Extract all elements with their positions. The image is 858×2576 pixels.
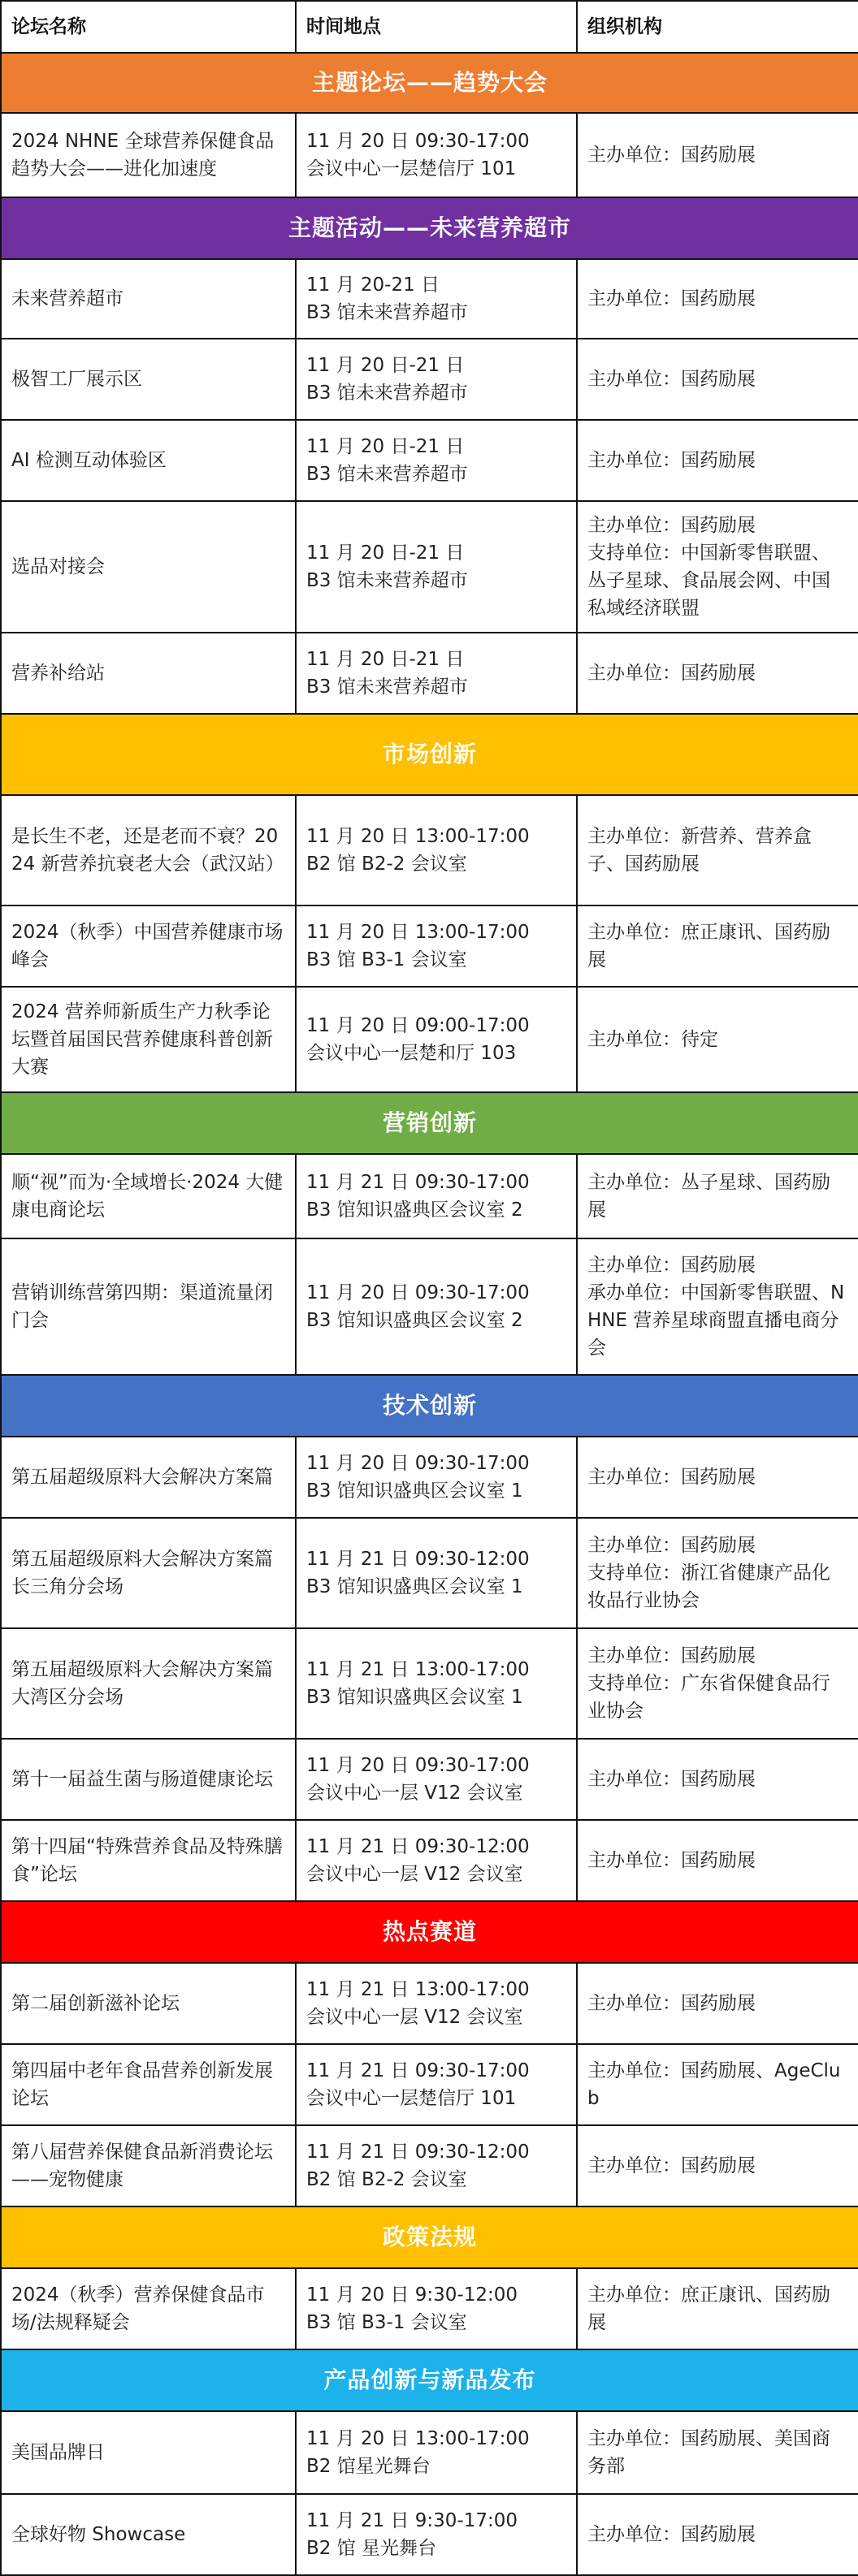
time-place-cell [296,259,577,339]
organizer-cell [577,1820,858,1901]
table-row [1,987,858,1092]
organizer-cell [577,420,858,501]
time-place-cell [296,2411,577,2494]
organizer-line: 主办单位：庶正康讯、国药励展 [587,922,830,970]
organizer-line: 主办单位：国药励展 [587,663,756,684]
organizer-line: 主办单位：国药励展 [587,1645,756,1666]
table-row [1,795,858,905]
event-time: 11 月 20 日 09:00-17:00 [306,1015,530,1036]
organizer-cell [577,905,858,987]
schedule-body [1,53,858,2575]
event-place: 会议中心一层楚和厅 103 [306,1043,517,1064]
event-place: 会议中心一层 V12 会议室 [306,1783,523,1804]
organizer-line: 主办单位：国药励展 [587,1769,756,1790]
organizer-cell [577,987,858,1092]
section-title: 热点赛道 [1,1901,858,1963]
event-time: 11 月 21 日 09:30-12:00 [306,1549,530,1570]
time-place-cell [296,2268,577,2349]
organizer-line: 承办单位：中国新零售联盟、NHNE 营养星球商盟直播电商分会 [587,1282,845,1359]
forum-name-cell: 第十四届“特殊营养食品及特殊膳食”论坛 [1,1820,296,1901]
forum-name-cell: 未来营养超市 [1,259,296,339]
event-place: B3 馆知识盛典区会议室 2 [306,1199,523,1221]
event-time: 11 月 21 日 13:00-17:00 [306,1979,530,2000]
section-header-row [1,197,858,259]
forum-name-cell: 第十一届益生菌与肠道健康论坛 [1,1739,296,1820]
event-time: 11 月 20 日 09:30-17:00 [306,1282,530,1303]
organizer-line: 主办单位：国药励展 [587,145,756,166]
event-place: 会议中心一层 V12 会议室 [306,1864,523,1885]
event-place: B3 馆知识盛典区会议室 1 [306,1576,523,1597]
event-time: 11 月 20 日 09:30-17:00 [306,131,530,152]
event-time: 11 月 21 日 09:30-17:00 [306,1172,530,1193]
section-title: 市场创新 [1,714,858,795]
table-row [1,1437,858,1518]
organizer-line: 主办单位：国药励展 [587,1850,756,1871]
event-place: B2 馆星光舞台 [306,2456,431,2477]
organizer-cell [577,501,858,633]
event-time: 11 月 21 日 09:30-12:00 [306,1836,530,1857]
organizer-cell [577,1518,858,1628]
time-place-cell [296,795,577,905]
table-row [1,1238,858,1375]
time-place-cell [296,339,577,420]
section-header-row [1,53,858,113]
section-title: 产品创新与新品发布 [1,2349,858,2411]
section-title: 营销创新 [1,1092,858,1154]
event-place: 会议中心一层 V12 会议室 [306,2007,523,2028]
event-place: B3 馆未来营养超市 [306,302,468,323]
event-time: 11 月 20-21 日 [306,274,440,296]
organizer-line: 主办单位：国药励展 [587,1255,756,1276]
event-time: 11 月 20 日 09:30-17:00 [306,1755,530,1776]
table-row [1,2411,858,2494]
time-place-cell [296,2044,577,2125]
forum-name-cell: 2024 营养师新质生产力秋季论坛暨首届国民营养健康科普创新大赛 [1,987,296,1092]
table-row [1,2125,858,2206]
table-row [1,633,858,714]
time-place-cell [296,113,577,197]
table-row [1,339,858,420]
forum-name-cell: 顺“视”而为·全域增长·2024 大健康电商论坛 [1,1154,296,1238]
table-row [1,420,858,501]
table-row [1,905,858,987]
organizer-line: 主办单位：国药励展、AgeClub [587,2060,841,2109]
time-place-cell [296,2494,577,2575]
organizer-line: 主办单位：国药励展 [587,1535,756,1556]
forum-name-cell: 选品对接会 [1,501,296,633]
forum-name-cell: 2024（秋季）营养保健食品市场/法规释疑会 [1,2268,296,2349]
section-header-row [1,1092,858,1154]
forum-name-cell: 是长生不老，还是老而不衰？2024 新营养抗衰老大会（武汉站） [1,795,296,905]
time-place-cell [296,1238,577,1375]
forum-name-cell: 营养补给站 [1,633,296,714]
forum-name-cell: 2024（秋季）中国营养健康市场峰会 [1,905,296,987]
organizer-cell [577,795,858,905]
event-time: 11 月 21 日 09:30-12:00 [306,2142,530,2163]
organizer-line: 主办单位：国药励展 [587,1993,756,2014]
organizer-cell [577,113,858,197]
organizer-cell [577,1238,858,1375]
table-row [1,1628,858,1739]
organizer-cell [577,2125,858,2206]
forum-name-cell: 2024 NHNE 全球营养保健食品趋势大会——进化加速度 [1,113,296,197]
forum-name-cell: 全球好物 Showcase [1,2494,296,2575]
time-place-cell [296,420,577,501]
event-place: 会议中心一层楚信厅 101 [306,2088,517,2109]
organizer-line: 支持单位：中国新零售联盟、丛子星球、食品展会网、中国私域经济联盟 [587,542,830,619]
event-time: 11 月 20 日 9:30-12:00 [306,2284,518,2306]
section-title: 主题论坛——趋势大会 [1,53,858,113]
table-row [1,2044,858,2125]
time-place-cell [296,1154,577,1238]
table-row [1,259,858,339]
table-row [1,1154,858,1238]
time-place-cell [296,2125,577,2206]
organizer-line: 主办单位：待定 [587,1029,718,1050]
organizer-cell [577,2044,858,2125]
forum-name-cell: AI 检测互动体验区 [1,420,296,501]
event-place: B3 馆未来营养超市 [306,383,468,404]
organizer-cell [577,2494,858,2575]
time-place-cell [296,905,577,987]
event-time: 11 月 21 日 09:30-17:00 [306,2060,530,2081]
table-row [1,1820,858,1901]
table-row [1,113,858,197]
organizer-line: 主办单位：国药励展 [587,288,756,309]
event-time: 11 月 21 日 9:30-17:00 [306,2510,518,2531]
event-time: 11 月 20 日 13:00-17:00 [306,922,530,943]
event-place: B3 馆知识盛典区会议室 1 [306,1480,523,1502]
header-row [1,1,858,53]
organizer-cell [577,2411,858,2494]
section-title: 技术创新 [1,1375,858,1437]
table-row [1,1518,858,1628]
organizer-cell [577,1154,858,1238]
forum-name-cell: 营销训练营第四期：渠道流量闭门会 [1,1238,296,1375]
time-place-cell [296,1628,577,1739]
forum-name-cell: 第五届超级原料大会解决方案篇大湾区分会场 [1,1628,296,1739]
organizer-cell [577,1963,858,2044]
forum-name-cell: 美国品牌日 [1,2411,296,2494]
organizer-line: 主办单位：丛子星球、国药励展 [587,1172,830,1221]
organizer-line: 主办单位：国药励展 [587,369,756,390]
organizer-cell [577,633,858,714]
organizer-cell [577,1628,858,1739]
section-title: 主题活动——未来营养超市 [1,197,858,259]
table-row [1,501,858,633]
table-row [1,2494,858,2575]
organizer-line: 支持单位：浙江省健康产品化妆品行业协会 [587,1562,830,1611]
section-header-row [1,1375,858,1437]
event-time: 11 月 20 日 13:00-17:00 [306,2428,530,2449]
event-place: B2 馆 B2-2 会议室 [306,854,467,875]
event-place: B2 馆 B2-2 会议室 [306,2169,467,2190]
organizer-line: 主办单位：国药励展 [587,2524,756,2545]
time-place-cell [296,1820,577,1901]
event-time: 11 月 20 日 13:00-17:00 [306,826,530,847]
event-place: B3 馆未来营养超市 [306,676,468,698]
forum-name-cell: 极智工厂展示区 [1,339,296,420]
organizer-cell [577,1437,858,1518]
time-place-cell [296,1963,577,2044]
forum-name-cell: 第二届创新滋补论坛 [1,1963,296,2044]
organizer-line: 主办单位：新营养、营养盒子、国药励展 [587,826,812,875]
event-time: 11 月 20 日-21 日 [306,542,465,564]
event-place: B2 馆 星光舞台 [306,2538,437,2559]
time-place-cell [296,633,577,714]
section-header-row [1,2206,858,2268]
time-place-cell [296,987,577,1092]
time-place-cell [296,501,577,633]
organizer-line: 支持单位：广东省保健食品行业协会 [587,1673,830,1722]
time-place-cell [296,1518,577,1628]
time-place-cell [296,1437,577,1518]
table-row [1,2268,858,2349]
event-place: B3 馆未来营养超市 [306,570,468,591]
forum-name-cell: 第五届超级原料大会解决方案篇长三角分会场 [1,1518,296,1628]
organizer-cell [577,1739,858,1820]
event-place: B3 馆知识盛典区会议室 2 [306,1310,523,1331]
table-row [1,1739,858,1820]
forum-name-cell: 第四届中老年食品营养创新发展论坛 [1,2044,296,2125]
section-header-row [1,2349,858,2411]
event-place: B3 馆 B3-1 会议室 [306,2312,467,2333]
organizer-line: 主办单位：国药励展 [587,2155,756,2176]
forum-name-cell: 第八届营养保健食品新消费论坛——宠物健康 [1,2125,296,2206]
time-place-cell [296,1739,577,1820]
organizer-cell [577,339,858,420]
header-organizer: 组织机构 [577,1,858,53]
forum-name-cell: 第五届超级原料大会解决方案篇 [1,1437,296,1518]
organizer-line: 主办单位：国药励展 [587,1467,756,1488]
organizer-line: 主办单位：国药励展 [587,515,756,536]
section-header-row [1,714,858,795]
event-place: B3 馆 B3-1 会议室 [306,949,467,970]
table-row [1,1963,858,2044]
organizer-cell [577,2268,858,2349]
event-time: 11 月 20 日-21 日 [306,649,465,670]
event-place: B3 馆知识盛典区会议室 1 [306,1687,523,1708]
header-time-place: 时间地点 [296,1,577,53]
header-forum-name: 论坛名称 [1,1,296,53]
organizer-line: 主办单位：庶正康讯、国药励展 [587,2284,830,2333]
event-time: 11 月 20 日-21 日 [306,355,465,376]
organizer-line: 主办单位：国药励展、美国商务部 [587,2428,830,2477]
section-title: 政策法规 [1,2206,858,2268]
section-header-row [1,1901,858,1963]
event-time: 11 月 20 日 09:30-17:00 [306,1453,530,1474]
event-place: 会议中心一层楚信厅 101 [306,158,517,179]
organizer-cell [577,259,858,339]
event-time: 11 月 20 日-21 日 [306,436,465,457]
event-place: B3 馆未来营养超市 [306,464,468,485]
organizer-line: 主办单位：国药励展 [587,450,756,471]
event-time: 11 月 21 日 13:00-17:00 [306,1659,530,1680]
